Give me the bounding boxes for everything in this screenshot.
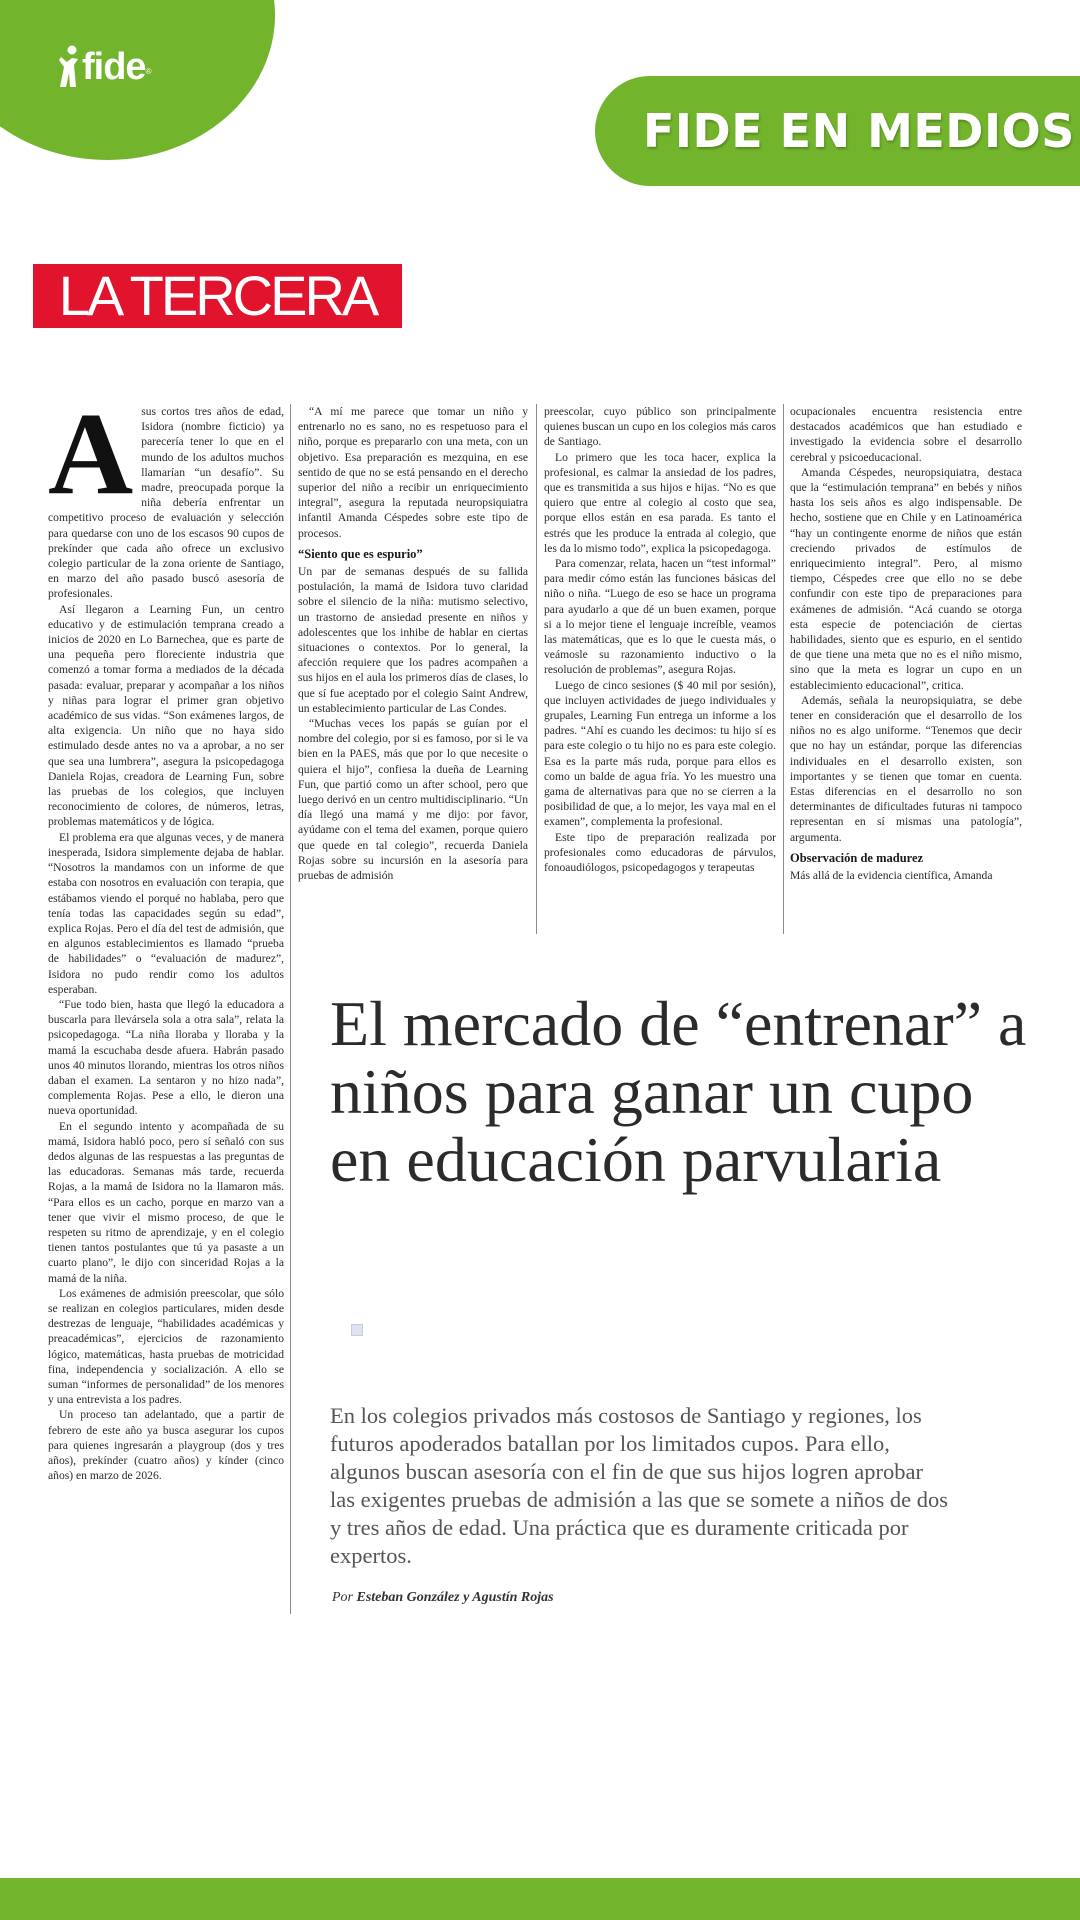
paragraph: Un proceso tan adelantado, que a partir de febrero de este año ya busca asegurar los cupos para quienes ingresarán a playgroup (dos y tres años), prekínder (cuatro años) y kínder (cinco años) en marzo de 2026. [48,1408,284,1483]
logo-wordmark: fide [82,46,146,88]
newspaper-masthead: LA TERCERA [33,264,402,328]
subheading: Observación de madurez [790,850,924,865]
article-lead: En los colegios privados más costosos de Santiago y regiones, los futuros apoderados batallan por los limitados cupos. Para ello, algunos buscan asesoría con el fin de que sus hijos logren aprobar las exigentes pruebas de admisión a las que se somete a niños de dos y tres años de edad. Una práctica que es duramente criticada por expertos. [330,1403,948,1568]
paragraph: “A mí me parece que tomar un niño y entrenarlo no es sano, no es respetuoso para el niño, porque es prepararlo con una meta, con un objetivo. Esa preparación es mezquina, en ese sentido de que no se está pensando en el derecho superior del niño a recibir un enriquecimiento integral”, asegura la reputada neuropsiquiatra infantil Amanda Céspedes sobre este tipo de procesos. [298,405,528,540]
paragraph: “Fue todo bien, hasta que llegó la educadora a buscarla para llevársela sola a otra sala”, relata la psicopedagoga. “La niña lloraba y lloraba y la mamá la escuchaba desde afuera. Habrán pasado unos 40 minutos llorando, mientras los otros niños daban el examen. La sentaron y no hizo nada”, complementa Rojas. Pese a ello, le dieron una nueva oportunidad. [48,997,284,1118]
paragraph: El problema era que algunas veces, y de manera inesperada, Isidora simplemente dejaba de hablar. “Nosotros la mandamos con un informe de que estaba con nosotros en evaluación con terapia, que estábamos viendo el porqué no hablaba, pero que tenía todas las capacidades según su edad”, explica Rojas. Pero el día del test de admisión, que en algunos establecimientos es llamado “prueba de habilidades” o “evaluación de madurez”, Isidora no pudo rendir como los adultos esperaban. [48,830,285,996]
paragraph: Lo primero que les toca hacer, explica la profesional, es calmar la ansiedad de los padres, que es transmitida a sus hijos e hijas. “No es que quiero que entre al colegio al costo que sea, porque ellos están en esa parada. Es tanto el estrés que les produce la entrada al colegio, que les da lo mismo todo”, explica la psicopedagoga. [544,450,776,555]
fide-logo [58,45,151,89]
paragraph: preescolar, cuyo público son principalmente quienes buscan un cupo en los colegios más caros de Santiago. [544,405,776,449]
logo-registered-mark: ® [145,67,152,76]
paragraph: ocupacionales encuentra resistencia entre destacados académicos que han estudiado e investigado la evidencia sobre el desarrollo cerebral y psicoeducacional. [790,405,1022,464]
column-divider [536,404,537,934]
article-column-2 [298,404,528,883]
image-placeholder-icon [351,1324,363,1336]
paragraph: Así llegaron a Learning Fun, un centro educativo y de estimulación temprana creado a inicios de 2020 en Lo Barnechea, que es parte de una pequeña pero floreciente industria que comenzó a tomar forma a mediados de la década pasada: evaluar, preparar y acompañar a los niños y niñas para lograr el primer gran objetivo académico de sus vidas. “Son exámenes largos, de alta exigencia. Un niño que no haya sido estimulado desde antes no va a aprobar, a no ser que sea una lumbrera”, asegura la psicopedagoga Daniela Rojas, creadora de Learning Fun, sobre las pruebas de los colegios, que incluyen reconocimiento de colores, de números, letras, problemas matemáticos y de lógica. [48,602,284,829]
paragraph: Más allá de la evidencia científica, Amanda [790,869,993,883]
column-divider [290,404,291,1614]
paragraph: Este tipo de preparación realizada por profesionales como educadoras de párvulos, fonoaudiólogos, psicopedagogos y terapeutas [544,830,776,875]
paragraph: Para comenzar, relata, hacen un “test informal” para medir cómo están las funciones básicas del niño o niña. “Luego de eso se hace un programa para ayudarlo a que dé un buen examen, porque si a lo mejor tiene el lenguaje increíble, veamos las matemáticas, que es lo que le cuesta más, o veámosle su razonamiento inductivo o la resolución de problemas”, asegura Rojas. [544,557,776,677]
paragraph: Además, señala la neuropsiquiatra, se debe tener en consideración que el desarrollo de los niños no es algo uniforme. “Tenemos que decir que no hay un estándar, porque las diferencias individuales en el desarrollo existen, son importantes y se tienen que tomar en cuenta. Estas diferencias en el desarrollo no son determinantes de dificultades futuras ni tampoco representan en sí mismas una patología”, argumenta. [790,693,1022,844]
paragraph: Amanda Céspedes, neuropsiquiatra, destaca que la “estimulación temprana” en bebés y niños hasta los seis años es algo indispensable. De hecho, sostiene que en Chile y en Latinoamérica “hay un contingente enorme de niños que están creciendo privados de estímulos de enriquecimiento integral”. Pero, al mismo tiempo, Céspedes cree que ello no se debe confundir con este tipo de preparaciones para exámenes de admisión. “Acá cuando se otorga esta especie de potenciación de ciertas habilidades, siento que es espurio, en el sentido de que tiene una meta que no es el niño mismo, sino que la meta es lograr un cupo en un establecimiento educacional”, critica. [790,465,1022,692]
article-column-4 [790,404,1022,883]
paragraph: Los exámenes de admisión preescolar, que sólo se realizan en colegios particulares, miden desde destrezas de lenguaje, “habilidades académicas y preacadémicas”, ejercicios de razonamiento lógico, matemáticas, hasta pruebas de motricidad fina, independencia y socialización. A ello se suman “informes de personalidad” de los menores y una entrevista a los padres. [48,1286,284,1407]
footer-bar [0,1878,1080,1920]
byline [332,1590,554,1606]
fide-figure-icon [58,45,80,89]
byline-authors: Esteban González y Agustín Rojas [356,1590,554,1605]
paragraph: Luego de cinco sesiones ($ 40 mil por sesión), que incluyen actividades de juego individuales y grupales, Learning Fun entrega un informe a los padres. “Ahí es cuando les decimos: tu hijo sí es para este colegio o tu hijo no es para este colegio. Esa es la parte más ruda, porque para ellos es como un balde de agua fría. Yo les muestro una gama de alternativas para que no se cierren a la posibilidad de que, a lo mejor, les vaya mal en el examen”, complementa la profesional. [544,678,776,829]
paragraph: sus cortos tres años de edad, Isidora (nombre ficticio) ya parecería tener lo que en el mundo de los adultos muchos llamarían “un desafío”. Su madre, preocupada porque la niña debería enfrentar un competitivo proceso de evaluación y selección para quedarse con uno de los escasos 90 cupos de prekínder que cada año ofrece un exclusivo colegio particular de la zona oriente de Santiago, en marzo del año pasado buscó asesoría de profesionales. [48,405,284,601]
article-headline: El mercado de “entrenar” a niños para ganar un cupo en educación parvularia [330,988,1027,1195]
banner-title: FIDE EN MEDIOS [643,104,1075,158]
column-divider [783,404,784,934]
section-banner [595,76,1080,186]
paragraph: Un par de semanas después de su fallida postulación, la mamá de Isidora tuvo claridad sobre el silencio de la niña: mutismo selectivo, un trastorno de ansiedad presente en niños y adolescentes que los inhibe de hablar en ciertas situaciones o contextos. Por lo general, la afección requiere que los padres acompañen a sus hijos en el aula los primeros días de clases, lo que sí fue aceptado por el colegio Saint Andrew, un establecimiento particular de Las Condes. [298,565,528,715]
byline-prefix: Por [332,1590,353,1605]
drop-cap: A [48,388,134,519]
paragraph: “Muchas veces los papás se guían por el nombre del colegio, por si es famoso, por si le va bien en la PAES, más que por lo que necesite o quiera el hijo”, confiesa la dueña de Learning Fun, que partió como un after school, pero que luego derivó en un centro multidisciplinario. “Un día llegó una mamá y me dijo: por favor, ayúdame con el tema del examen, porque quiero que quede en tal colegio”, recuerda Daniela Rojas sobre su incursión en la asesoría para pruebas de admisión [298,717,528,883]
subheading: “Siento que es espurio” [298,546,423,561]
paragraph: En el segundo intento y acompañada de su mamá, Isidora habló poco, pero sí señaló con sus dedos algunas de las respuestas a las preguntas de las educadoras. Semanas más tarde, recuerda Rojas, a la mamá de Isidora no la llamaron más. “Para ellos es un cacho, porque en marzo van a tener que vivir el mismo proceso, de que le respeten su ritmo de aprendizaje, y en el colegio tienen tantos postulantes que tú ya pasaste a un cuarto plano”, le dijo con sinceridad Rojas a la mamá de la niña. [48,1119,284,1285]
article-column-1 [48,388,285,1483]
article-column-3 [544,404,776,875]
